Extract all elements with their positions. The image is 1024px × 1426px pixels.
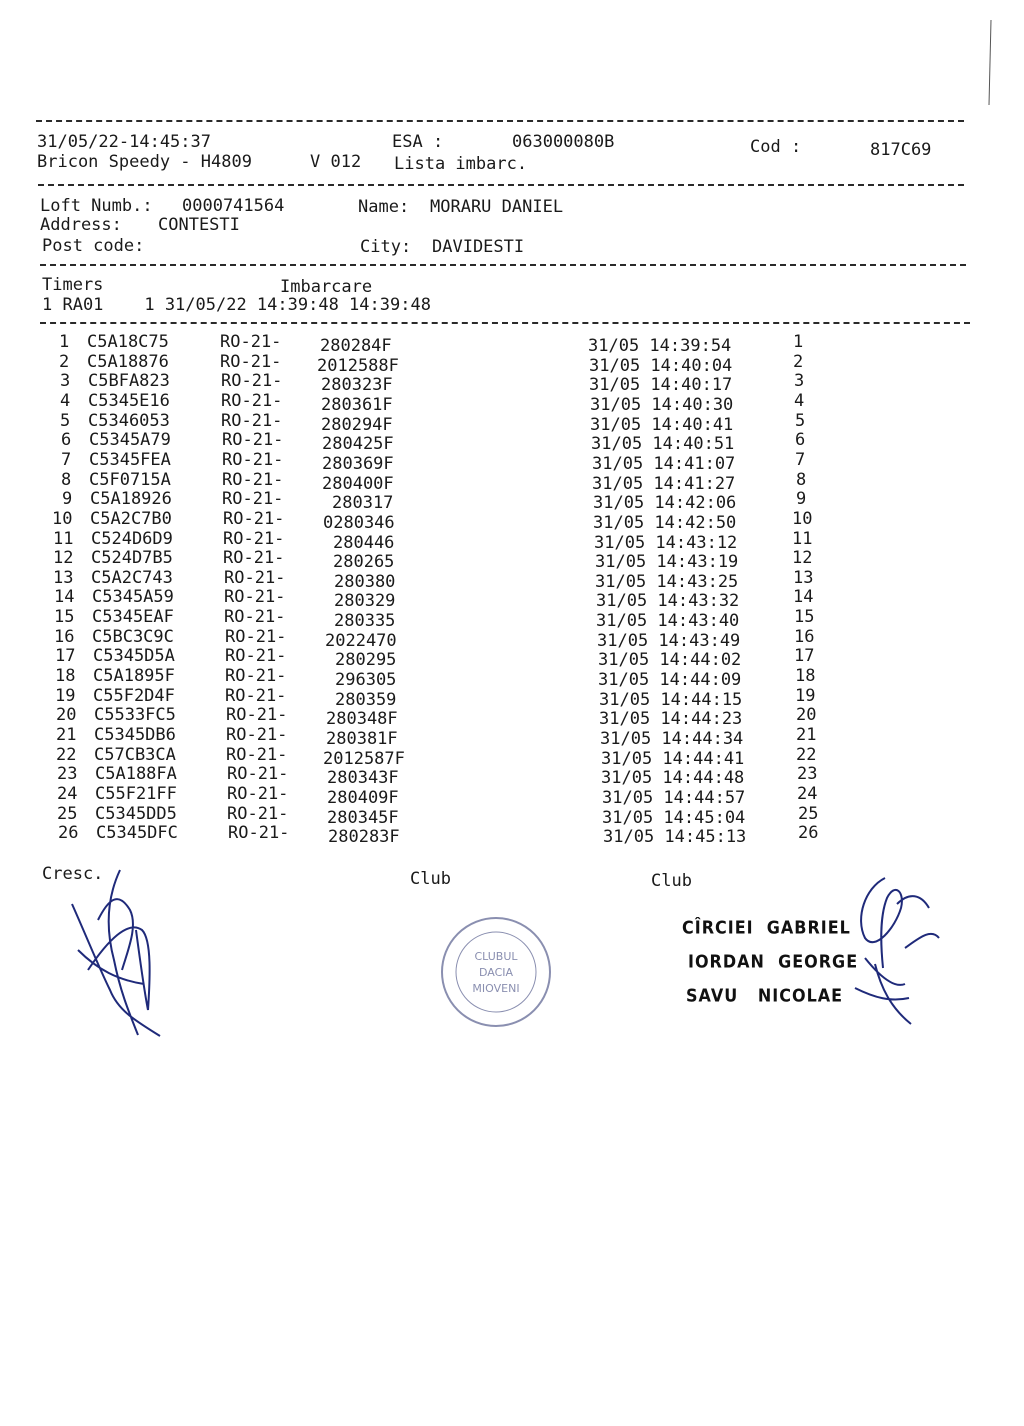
header-cod-label: Cod : <box>750 137 802 157</box>
row-ring-number: 280446 <box>333 533 395 553</box>
row-index: 5 <box>795 411 806 431</box>
row-chip: C5A18876 <box>87 352 169 372</box>
row-number: 7 <box>61 450 72 470</box>
row-ring-prefix: RO-21- <box>225 666 287 686</box>
row-time: 31/05 14:44:41 <box>601 749 745 769</box>
row-index: 26 <box>798 823 819 843</box>
row-ring-number: 2012587F <box>323 749 405 769</box>
club-stamp <box>439 915 553 1029</box>
row-index: 14 <box>793 587 814 607</box>
row-ring-prefix: RO-21- <box>223 509 285 529</box>
row-index: 16 <box>794 627 815 647</box>
row-ring-number: 280348F <box>326 709 398 729</box>
address-value: CONTESTI <box>158 215 240 235</box>
row-chip: C5533FC5 <box>94 705 176 725</box>
row-chip: C524D6D9 <box>91 529 173 549</box>
row-chip: C5346053 <box>88 411 170 431</box>
city-label: City: <box>360 237 412 257</box>
row-ring-prefix: RO-21- <box>226 705 288 725</box>
row-ring-prefix: RO-21- <box>226 745 288 765</box>
row-chip: C5345DFC <box>96 823 178 843</box>
row-ring-number: 280284F <box>320 336 392 356</box>
row-ring-prefix: RO-21- <box>222 489 284 509</box>
committee-name-3: SAVU NICOLAE <box>686 985 844 1006</box>
row-number: 20 <box>56 705 77 725</box>
row-ring-prefix: RO-21- <box>222 470 284 490</box>
row-time: 31/05 14:43:40 <box>596 611 740 631</box>
row-time: 31/05 14:41:27 <box>592 474 736 494</box>
row-number: 8 <box>61 470 72 490</box>
row-ring-number: 280343F <box>327 768 399 788</box>
row-time: 31/05 14:44:23 <box>599 709 743 729</box>
row-ring-prefix: RO-21- <box>227 784 289 804</box>
row-time: 31/05 14:44:02 <box>598 650 742 670</box>
row-chip: C57CB3CA <box>94 745 176 765</box>
row-index: 7 <box>795 450 806 470</box>
row-chip: C5345DB6 <box>94 725 176 745</box>
row-ring-number: 280283F <box>328 827 400 847</box>
row-time: 31/05 14:40:51 <box>591 434 735 454</box>
row-number: 25 <box>57 804 78 824</box>
stamp-line-mioveni: MIOVENI <box>472 982 520 995</box>
row-chip: C5345EAF <box>92 607 174 627</box>
row-ring-prefix: RO-21- <box>227 804 289 824</box>
row-ring-prefix: RO-21- <box>225 627 287 647</box>
row-number: 14 <box>54 587 75 607</box>
row-chip: C5345D5A <box>93 646 175 666</box>
separator-header <box>38 184 964 186</box>
row-ring-number: 280425F <box>322 434 394 454</box>
row-index: 15 <box>794 607 815 627</box>
row-ring-prefix: RO-21- <box>228 823 290 843</box>
row-index: 17 <box>794 646 815 666</box>
row-time: 31/05 14:41:07 <box>592 454 736 474</box>
row-number: 26 <box>58 823 79 843</box>
row-number: 21 <box>56 725 77 745</box>
row-number: 1 <box>59 332 70 352</box>
separator-loft <box>40 264 966 266</box>
club-label-2: Club <box>651 871 692 891</box>
row-number: 9 <box>62 489 73 509</box>
row-index: 1 <box>793 332 804 352</box>
row-chip: C5A18C75 <box>87 332 169 352</box>
header-esa-value: 063000080B <box>512 132 615 152</box>
row-number: 12 <box>53 548 74 568</box>
postcode-label: Post code: <box>42 236 145 256</box>
row-chip: C5A18926 <box>90 489 172 509</box>
row-ring-prefix: RO-21- <box>223 529 285 549</box>
row-ring-prefix: RO-21- <box>220 352 282 372</box>
row-number: 10 <box>52 509 73 529</box>
committee-name-1: CÎRCIEI GABRIEL <box>682 917 851 938</box>
row-ring-number: 280380 <box>334 572 396 592</box>
row-index: 23 <box>797 764 818 784</box>
row-ring-prefix: RO-21- <box>224 568 286 588</box>
row-chip: C5345DD5 <box>95 804 177 824</box>
row-ring-number: 280361F <box>321 395 393 415</box>
row-number: 24 <box>57 784 78 804</box>
row-chip: C5A1895F <box>93 666 175 686</box>
row-ring-prefix: RO-21- <box>226 725 288 745</box>
row-chip: C5F0715A <box>89 470 171 490</box>
row-time: 31/05 14:40:41 <box>590 415 734 435</box>
row-ring-prefix: RO-21- <box>224 587 286 607</box>
row-number: 11 <box>53 529 74 549</box>
imbarcare-label: Imbarcare <box>280 277 373 297</box>
row-number: 19 <box>55 686 76 706</box>
row-chip: C5A188FA <box>95 764 177 784</box>
row-index: 8 <box>796 470 807 490</box>
committee-name-2: IORDAN GEORGE <box>688 951 859 972</box>
header-doc-type: Lista imbarc. <box>394 154 528 174</box>
row-index: 21 <box>796 725 817 745</box>
row-index: 6 <box>795 430 806 450</box>
row-time: 31/05 14:43:19 <box>595 552 739 572</box>
row-number: 2 <box>59 352 70 372</box>
row-ring-number: 280369F <box>322 454 394 474</box>
cresc-label: Cresc. <box>42 864 104 884</box>
header-cod-value: 817C69 <box>870 140 932 160</box>
row-chip: C5345E16 <box>88 391 170 411</box>
separator-timers <box>40 322 970 324</box>
row-chip: C5BFA823 <box>88 371 170 391</box>
address-label: Address: <box>40 215 122 235</box>
row-index: 25 <box>798 804 819 824</box>
row-time: 31/05 14:40:04 <box>589 356 733 376</box>
row-time: 31/05 14:42:06 <box>593 493 737 513</box>
row-ring-prefix: RO-21- <box>222 430 284 450</box>
row-ring-prefix: RO-21- <box>221 371 283 391</box>
row-chip: C5A2C7B0 <box>90 509 172 529</box>
row-index: 3 <box>794 371 805 391</box>
row-ring-number: 296305 <box>335 670 397 690</box>
row-number: 23 <box>57 764 78 784</box>
row-ring-prefix: RO-21- <box>225 646 287 666</box>
header-timestamp: 31/05/22-14:45:37 <box>37 132 211 152</box>
row-ring-prefix: RO-21- <box>222 450 284 470</box>
row-time: 31/05 14:42:50 <box>593 513 737 533</box>
row-index: 22 <box>796 745 817 765</box>
row-ring-number: 280317 <box>332 493 394 513</box>
row-index: 13 <box>793 568 814 588</box>
row-ring-number: 0280346 <box>323 513 395 533</box>
row-time: 31/05 14:45:13 <box>603 827 747 847</box>
row-time: 31/05 14:43:32 <box>596 591 740 611</box>
row-chip: C55F2D4F <box>93 686 175 706</box>
row-ring-prefix: RO-21- <box>227 764 289 784</box>
timer-line: 1 RA01 1 31/05/22 14:39:48 14:39:48 <box>42 295 431 315</box>
name-value: MORARU DANIEL <box>430 197 564 217</box>
row-time: 31/05 14:43:49 <box>597 631 741 651</box>
row-index: 4 <box>794 391 805 411</box>
row-ring-number: 280295 <box>335 650 397 670</box>
row-ring-prefix: RO-21- <box>220 332 282 352</box>
row-ring-number: 280345F <box>327 808 399 828</box>
row-time: 31/05 14:44:15 <box>599 690 743 710</box>
row-ring-prefix: RO-21- <box>221 391 283 411</box>
row-ring-number: 280294F <box>321 415 393 435</box>
row-ring-number: 280359 <box>335 690 397 710</box>
name-label: Name: <box>358 197 410 217</box>
breeder-signature <box>58 860 218 1050</box>
row-time: 31/05 14:44:09 <box>598 670 742 690</box>
row-index: 19 <box>795 686 816 706</box>
row-index: 24 <box>797 784 818 804</box>
row-chip: C55F21FF <box>95 784 177 804</box>
row-ring-number: 2022470 <box>325 631 397 651</box>
header-esa-label: ESA : <box>392 132 444 152</box>
row-time: 31/05 14:45:04 <box>602 808 746 828</box>
row-ring-number: 280329 <box>334 591 396 611</box>
row-number: 18 <box>55 666 76 686</box>
margin-mark <box>985 20 1005 110</box>
row-ring-prefix: RO-21- <box>221 411 283 431</box>
row-number: 4 <box>60 391 71 411</box>
row-ring-number: 280323F <box>321 375 393 395</box>
row-index: 10 <box>792 509 813 529</box>
row-number: 17 <box>55 646 76 666</box>
row-number: 6 <box>61 430 72 450</box>
row-ring-number: 2012588F <box>317 356 399 376</box>
header-device: Bricon Speedy - H4809 <box>37 152 252 172</box>
row-number: 15 <box>54 607 75 627</box>
row-index: 2 <box>793 352 804 372</box>
club-label-1: Club <box>410 869 451 889</box>
row-ring-number: 280400F <box>322 474 394 494</box>
row-number: 22 <box>56 745 77 765</box>
row-ring-number: 280335 <box>334 611 396 631</box>
header-version: V 012 <box>310 152 362 172</box>
row-time: 31/05 14:44:57 <box>602 788 746 808</box>
row-time: 31/05 14:44:48 <box>601 768 745 788</box>
row-index: 11 <box>792 529 813 549</box>
row-number: 13 <box>53 568 74 588</box>
loft-label: Loft Numb.: <box>40 196 153 216</box>
row-index: 9 <box>796 489 807 509</box>
row-index: 20 <box>796 705 817 725</box>
row-ring-prefix: RO-21- <box>225 686 287 706</box>
row-chip: C5BC3C9C <box>92 627 174 647</box>
row-time: 31/05 14:39:54 <box>588 336 732 356</box>
timers-label: Timers <box>42 275 104 295</box>
row-time: 31/05 14:43:25 <box>595 572 739 592</box>
row-ring-prefix: RO-21- <box>224 607 286 627</box>
stamp-line-dacia: DACIA <box>478 966 514 979</box>
row-time: 31/05 14:40:17 <box>589 375 733 395</box>
city-value: DAVIDESTI <box>432 237 525 257</box>
row-number: 5 <box>60 411 71 431</box>
row-time: 31/05 14:44:34 <box>600 729 744 749</box>
row-chip: C5345A59 <box>92 587 174 607</box>
stamp-line-clubul: CLUBUL <box>474 950 518 963</box>
row-chip: C524D7B5 <box>91 548 173 568</box>
separator-top <box>36 120 964 122</box>
committee-signature <box>835 868 955 1038</box>
row-ring-number: 280409F <box>327 788 399 808</box>
row-chip: C5345A79 <box>89 430 171 450</box>
row-chip: C5345FEA <box>89 450 171 470</box>
row-number: 3 <box>60 371 71 391</box>
row-time: 31/05 14:40:30 <box>590 395 734 415</box>
row-ring-number: 280381F <box>326 729 398 749</box>
row-time: 31/05 14:43:12 <box>594 533 738 553</box>
row-ring-prefix: RO-21- <box>223 548 285 568</box>
row-number: 16 <box>54 627 75 647</box>
row-ring-number: 280265 <box>333 552 395 572</box>
loft-value: 0000741564 <box>182 196 285 216</box>
row-index: 12 <box>792 548 813 568</box>
row-index: 18 <box>795 666 816 686</box>
row-chip: C5A2C743 <box>91 568 173 588</box>
